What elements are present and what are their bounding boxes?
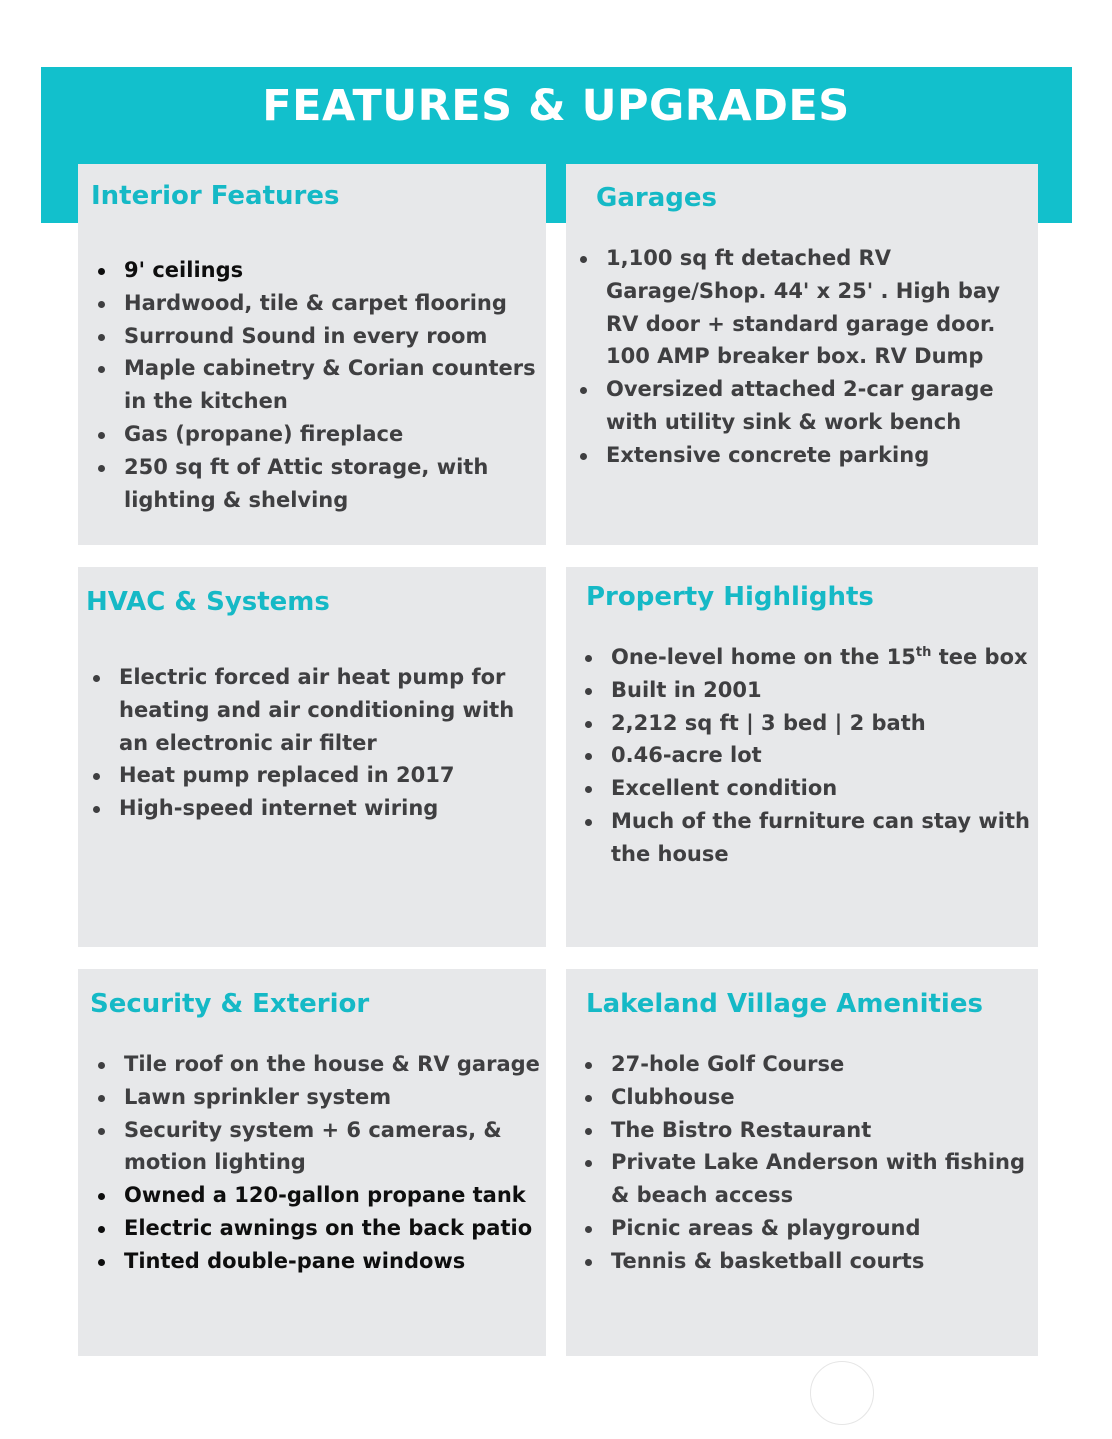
card-security-exterior [78, 969, 546, 1356]
list-item: Extensive concrete parking [574, 439, 1036, 472]
list-item: Electric awnings on the back patio [92, 1212, 542, 1245]
list-item [579, 641, 1037, 674]
section-heading: Property Highlights [586, 582, 874, 612]
list-item: Tinted double-pane windows [92, 1245, 542, 1278]
list-item: Gas (propane) fireplace [92, 418, 540, 451]
amenities-list [579, 1048, 1037, 1278]
list-item: Tennis & basketball courts [579, 1245, 1037, 1278]
list-item: Owned a 120-gallon propane tank [92, 1179, 542, 1212]
list-item: Security system + 6 cameras, & motion lighting [92, 1114, 542, 1180]
card-hvac-systems [78, 567, 546, 947]
hvac-list [87, 661, 537, 825]
list-item: Maple cabinetry & Corian counters in the kitchen [92, 352, 540, 418]
section-heading: Garages [596, 183, 717, 213]
list-item: Excellent condition [579, 772, 1037, 805]
list-item: 250 sq ft of Attic storage, with lighting & shelving [92, 451, 540, 517]
list-item-text: One-level home on the 15 [611, 645, 916, 669]
list-item: Tile roof on the house & RV garage [92, 1048, 542, 1081]
interior-feature-list [92, 254, 540, 516]
section-heading: HVAC & Systems [86, 587, 330, 617]
list-item: Oversized attached 2-car garage with utility sink & work bench [574, 373, 1036, 439]
card-garages [566, 164, 1038, 545]
faint-circle-mark [810, 1361, 874, 1425]
card-property-highlights [566, 567, 1038, 947]
list-item: Hardwood, tile & carpet flooring [92, 287, 540, 320]
list-item: Electric forced air heat pump for heating and air conditioning with an electronic air filter [87, 661, 537, 759]
ordinal-suffix: th [915, 645, 932, 660]
list-item: Picnic areas & playground [579, 1212, 1037, 1245]
list-item-text: tee box [931, 645, 1028, 669]
security-list [92, 1048, 542, 1278]
list-item: Heat pump replaced in 2017 [87, 759, 537, 792]
list-item: Lawn sprinkler system [92, 1081, 542, 1114]
list-item: High-speed internet wiring [87, 792, 537, 825]
section-heading: Interior Features [91, 181, 340, 211]
list-item: 1,100 sq ft detached RV Garage/Shop. 44' x 25' . High bay RV door + standard garage door. 100 AMP breaker box. RV Dump [574, 242, 1036, 373]
card-interior-features [78, 164, 546, 545]
list-item: Built in 2001 [579, 674, 1037, 707]
list-item: Much of the furniture can stay with the house [579, 805, 1037, 871]
page-title: FEATURES & UPGRADES [262, 81, 850, 131]
list-item: Private Lake Anderson with fishing & beach access [579, 1146, 1037, 1212]
property-list [579, 641, 1037, 871]
list-item: Surround Sound in every room [92, 320, 540, 353]
list-item: 9' ceilings [92, 254, 540, 287]
list-item: 27-hole Golf Course [579, 1048, 1037, 1081]
garages-list [574, 242, 1036, 472]
list-item: The Bistro Restaurant [579, 1114, 1037, 1147]
section-heading: Lakeland Village Amenities [586, 989, 983, 1019]
list-item: Clubhouse [579, 1081, 1037, 1114]
section-heading: Security & Exterior [90, 989, 370, 1019]
card-lakeland-village-amenities [566, 969, 1038, 1356]
list-item: 0.46-acre lot [579, 739, 1037, 772]
list-item: 2,212 sq ft | 3 bed | 2 bath [579, 707, 1037, 740]
